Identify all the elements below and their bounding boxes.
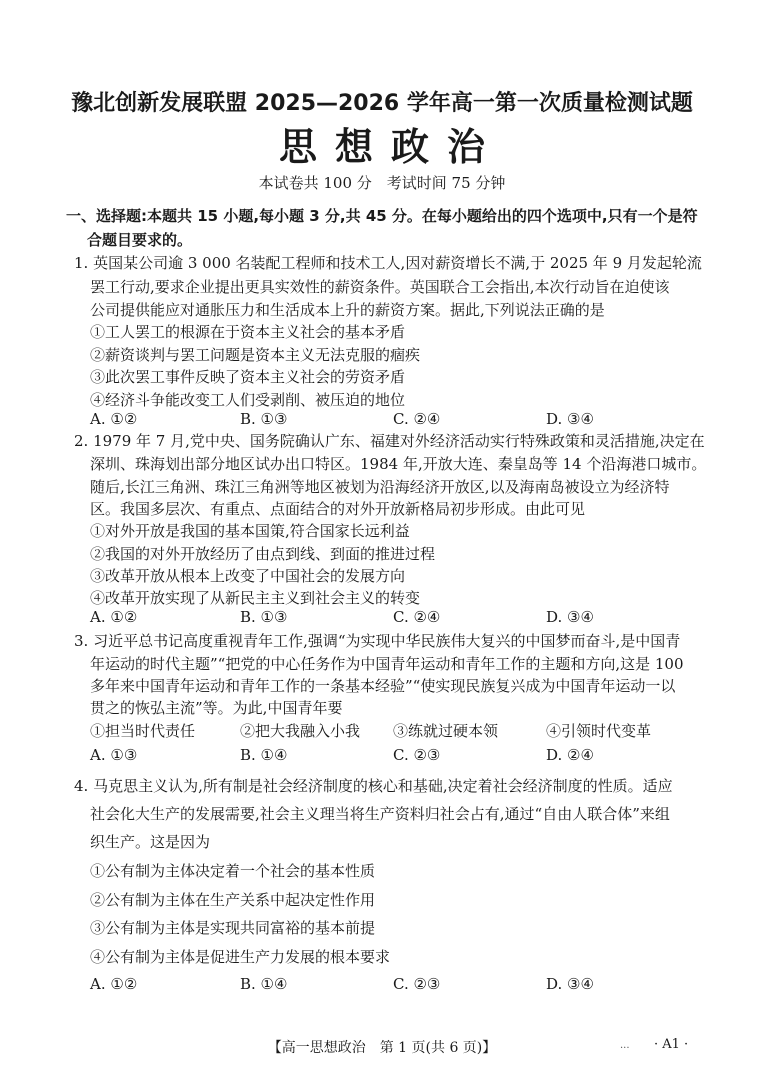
option-d: D. ②④ [546, 746, 594, 764]
statement: ④经济斗争能改变工人们受剥削、被压迫的地位 [90, 391, 406, 409]
question-stem-line: 多年来中国青年运动和青年工作的一条基本经验”“使实现民族复兴成为中国青年运动一以 [90, 677, 676, 695]
option-b: B. ①③ [240, 410, 288, 428]
question-stem-line: 贯之的恢弘主流”等。为此,中国青年要 [90, 699, 343, 717]
question-stem-line: 4. 马克思主义认为,所有制是社会经济制度的核心和基础,决定着社会经济制度的性质。适应 [74, 777, 673, 795]
question-stem-line: 社会化大生产的发展需要,社会主义理当将生产资料归社会占有,通过“自由人联合体”来组 [90, 805, 670, 823]
question-stem-line: 年运动的时代主题”“把党的中心任务作为中国青年运动和青年工作的主题和方向,这是 100 [90, 655, 684, 673]
option-b: B. ①④ [240, 746, 288, 764]
option-d: D. ③④ [546, 975, 594, 993]
statement: ④引领时代变革 [546, 722, 652, 740]
question-stem-line: 2. 1979 年 7 月,党中央、国务院确认广东、福建对外经济活动实行特殊政策和灵活措施,决定在 [74, 432, 705, 450]
question-stem-line: 织生产。这是因为 [90, 833, 211, 851]
section-heading-line: 合题目要求的。 [87, 231, 193, 249]
question-stem-line: 3. 习近平总书记高度重视青年工作,强调“为实现中华民族伟大复兴的中国梦而奋斗,是中国青 [74, 632, 681, 650]
question-stem-line: 罢工行动,要求企业提出更具实效性的薪资条件。英国联合工会指出,本次行动旨在迫使该 [90, 278, 670, 296]
subject-title: 思想政治 [278, 125, 503, 169]
section-heading [66, 204, 706, 252]
paper-code: · A1 · [654, 1037, 689, 1052]
exam-info: 本试卷共 100 分 考试时间 75 分钟 [258, 174, 506, 192]
option-b: B. ①③ [240, 608, 288, 626]
statement: ②公有制为主体在生产关系中起决定性作用 [90, 891, 376, 909]
question-stem-line: 区。我国多层次、有重点、点面结合的对外开放新格局初步形成。由此可见 [90, 500, 586, 518]
section-heading-line: 一、选择题:本题共 15 小题,每小题 3 分,共 45 分。在每小题给出的四个选项中,只有一个是符 [66, 207, 698, 225]
statement: ③改革开放从根本上改变了中国社会的发展方向 [90, 567, 406, 585]
statement: ①对外开放是我国的基本国策,符合国家长远利益 [90, 522, 410, 540]
option-c: C. ②③ [393, 975, 441, 993]
page-footer: 【高一思想政治 第 1 页(共 6 页)】 [267, 1040, 497, 1056]
option-d: D. ③④ [546, 608, 594, 626]
statement: ②我国的对外开放经历了由点到线、到面的推进过程 [90, 545, 436, 563]
statement: ①工人罢工的根源在于资本主义社会的基本矛盾 [90, 323, 406, 341]
statement: ④改革开放实现了从新民主主义到社会主义的转变 [90, 589, 421, 607]
option-a: A. ①② [90, 410, 138, 428]
question-stem-line: 深圳、珠海划出部分地区试办出口特区。1984 年,开放大连、秦皇岛等 14 个沿海港口城市。 [90, 455, 707, 473]
statement: ③此次罢工事件反映了资本主义社会的劳资矛盾 [90, 368, 406, 386]
option-c: C. ②④ [393, 608, 441, 626]
option-a: A. ①③ [90, 746, 138, 764]
footer-dots: ... [620, 1040, 630, 1051]
statement: ①公有制为主体决定着一个社会的基本性质 [90, 862, 376, 880]
statement: ③练就过硬本领 [393, 722, 499, 740]
question-stem-line: 1. 英国某公司逾 3 000 名装配工程师和技术工人,因对薪资增长不满,于 2025 年 9 月发起轮流 [74, 254, 702, 272]
statement: ②薪资谈判与罢工问题是资本主义无法克服的痼疾 [90, 346, 421, 364]
option-a: A. ①② [90, 975, 138, 993]
statement: ④公有制为主体是促进生产力发展的根本要求 [90, 948, 391, 966]
option-d: D. ③④ [546, 410, 594, 428]
option-c: C. ②④ [393, 410, 441, 428]
question-stem-line: 公司提供能应对通胀压力和生活成本上升的薪资方案。据此,下列说法正确的是 [90, 301, 605, 319]
statement: ③公有制为主体是实现共同富裕的基本前提 [90, 919, 376, 937]
option-c: C. ②③ [393, 746, 441, 764]
exam-title: 豫北创新发展联盟 2025—2026 学年高一第一次质量检测试题 [71, 91, 693, 116]
option-b: B. ①④ [240, 975, 288, 993]
option-a: A. ①② [90, 608, 138, 626]
statement: ①担当时代责任 [90, 722, 196, 740]
statement: ②把大我融入小我 [240, 722, 361, 740]
question-stem-line: 随后,长江三角洲、珠江三角洲等地区被划为沿海经济开放区,以及海南岛被设立为经济特 [90, 478, 670, 496]
